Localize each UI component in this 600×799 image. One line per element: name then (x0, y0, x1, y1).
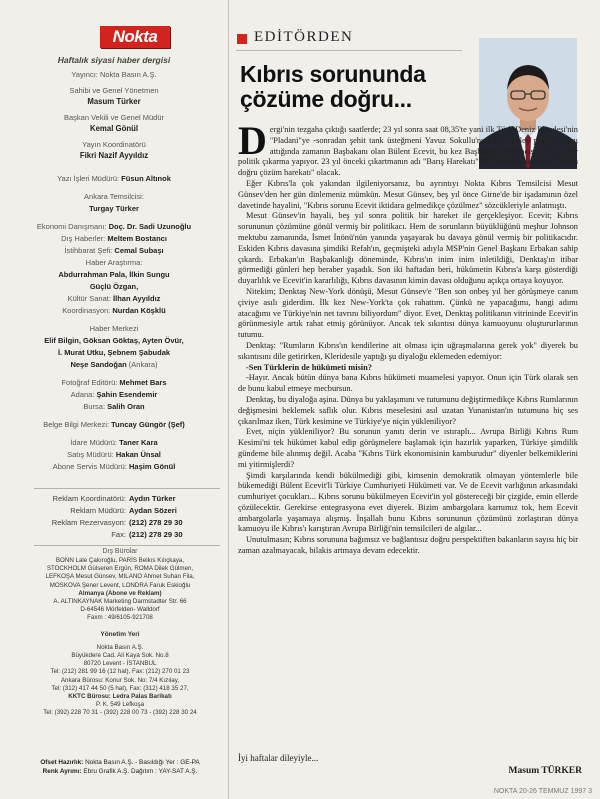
staff-row: İstihbarat Şefi: Cemal Subaşı (64, 246, 164, 255)
staff-row: Satış Müdürü: Hakan Ünsal (67, 450, 161, 459)
staff-row: Kültür Sanat: İlhan Ayyıldız (67, 294, 161, 303)
section-marker (237, 34, 247, 44)
staff-row: Ekonomi Danışmanı: Doç. Dr. Sadi Uzunoğlu (36, 222, 192, 231)
staff-row: Yazı İşleri Müdürü: Füsun Altınok (57, 174, 171, 183)
paragraph: Nitekim; Denktaş New-York dönüşü, Mesut Günsev'e "Ben son onbeş yıl her görüşmeye canım çiviye asılı giderdim. İlk kez New-York'ta çok rahattım. Çünkü ne yapacağımı, hangi adımı atacağımı ve Türkiye'nin net tavrını biliyordum" diyor. Evet, Denktaş politikanın vitrininde Ecevit'in görünmesiyle artık rahat etmiş görünüyor. Ancak tek sıkıntısı dünya kamuoyunu oluştururlarının tutumu. (238, 286, 578, 340)
news-desk-names: Elif Bilgin, Göksan Göktaş, Ayten Övür, (44, 336, 184, 345)
paragraph: Eğer Kıbrıs'la çok yakından ilgileniyorsanız, bu ayrıntıyı Nokta Kıbrıs Temsilcisi Mesut Günsev'den her gün dinlemeniz mümkün. Mesut Günsev, beş yıl önce Girne'de bir işadamının özel davetinde hayalini, "Kıbrıs sorunu Ecevit iktidara gelmedikçe çözülmez" sözcükleriyle anlatmıştı. (238, 178, 578, 210)
page-folio: NOKTA 20-26 TEMMUZ 1997 3 (493, 788, 592, 795)
editorial (236, 0, 596, 799)
news-desk-names: Neşe Sandoğan (Ankara) (70, 360, 158, 369)
staff-row: Fotoğraf Editörü: Mehmet Bars (61, 378, 167, 387)
article-body (238, 118, 578, 557)
staff-row: Bursa: Salih Oran (83, 402, 145, 411)
offices-heading: Dış Bürolar (102, 548, 138, 555)
paragraph: -Sen Türklerin de hükümeti misin? (246, 362, 372, 372)
offices-list: Dış Bürolar BONN Lale Çakıroğlu, PARİS Belkıs Kılıçkaya, STOCKHOLM Gülseren Ergün, ROMA Dilek Gülmen, LEFKOŞA Mesut Günsev, MILANO Ahmet Suhan Fila, MOSKOVA Şener Levent, LONDRA Faruk Eskioğlu Almanya (Abone ve Reklam) A. ALTINKAYNAK Marketing Darmstadter Str. 66 D-64546 Mörfelden- Walldorf Faxm : 49/6105-921708 Yönetim Yeri Nokta Basın A.Ş. Büyükdere Cad. Ali Kaya Sok. No.8 80720 Levent - İSTANBUL Tel: (212) 281 99 16 (12 hat), Fax: (212) 270 01 23 Ankara Bürosu: Konur Sok. No: 7/4 Kızılay, Tel: (312) 417 44 50 (5 hat), Fax: (312) 418 35 27, KKTC Bürosu: Ledra Palas Barikatı P. K. 549 Lefkoşa Tel: (392) 228 70 31 - (392) 228 00 73 - (392) 228 30 24 (30, 548, 210, 718)
paragraph: -Hayır. Ancak bütün dünya bana Kıbrıs hükümeti muamelesi yapıyor. Onun için Türk olarak sen de bunu kabul etmeye mecbursun. (238, 373, 578, 394)
ads-row: Fax: (212) 278 29 30 (111, 530, 183, 539)
paragraph: Şimdi karşılarında kendi bükülmediği gibi, kimsenin demokratik olmayan yöntemlerle bile bükemediği Bülent Ecevit'li Türkiye Cumhuriyeti Hükümeti var. Ve de Ecevit varlığının arkasındaki cumhuriyet çocukları... Kıbrıs sorunu bükülmeyen Ecevit'in yol göstereceği bir çizgide, emin ellerde çözülecektir. Gerekirse entegrasyona evet diyerek. Bizim ambargolara karnımız tok, hem Ecevit ambargolarla yaşamaya alışmış. İnşallah bunu Kıbrıs sorununun çözümünü zorlaştıran dünya kamuoyu ile Kıbrıs'ı karıştıran Avrupa Birliği'nin temsilcileri de algılar... (238, 470, 578, 534)
staff-row: Güçlü Özgan, (89, 282, 139, 291)
section-title: EDİTÖRDEN (254, 29, 354, 45)
paragraph: Evet, niçin yükleniliyor? Bu sorunun yanıtı derin ve ıstıraplı... Avrupa Birliği Kıbrıs Rum Kesimi'ni tek hükümet kabul edip görüşmelere başlamak için hazırlık yaparken, Türkiye şimdilik gündeme bile alınmış değil. Acaba "Kıbrıs Türk ekonomisinin kamburudur" diyenler belkemiklerini mi yitirmişlerdi? (238, 427, 578, 469)
nokta-logo: Nokta (100, 26, 170, 48)
headline: Kıbrıs sorununda çözüme doğru... (240, 61, 426, 112)
news-desk-names: İ. Murat Utku, Şebnem Şabudak (57, 348, 171, 357)
staff-row: İdare Müdürü: Taner Kara (70, 438, 158, 447)
staff-row: Belge Bilgi Merkezi: Tuncay Güngör (Şef) (43, 420, 185, 429)
ads-row: Reklam Koordinatörü: Aydın Türker (52, 494, 176, 503)
print-credits: Ofset Hazırlık: Nokta Basın A.Ş. - Basıldığı Yer : GE-PA Renk Ayrımı: Ebru Grafik A.Ş. Dağıtım : YAY-SAT A.Ş. (40, 759, 200, 775)
paragraph: Mesut Günsev'in hayali, beş yıl sonra politik bir hareket ile gerçekleşiyor. Ecevit; Kıbrıs sorununun çözümüne gönül vermiş bir politikacı. Hem de sorunların büyüklüğünü meşhur Johnson mektubu zamanında, İsmet İnönü'nün yanında yaşayarak bu davaya gönül vermiş bir politikacıdır. Eskiden Kıbrıs davasına şimdiki Refah'ın, geçmişteki adıyla MSP'nin Genel Başkanı Erbakan sahip çıkardı. Erbakan'ın Başbakanlığı döneminde, Kıbrıs'ın inim inim inletildiği, Denktaş'ın itibar görmediği günleri hep beraber yaşadık. Son iki haftadan beri, hükümetin Kıbrıs'a karşı gösterdiği duyarlılık ve Ecevit'in kararlılığı, Kıbrıs davasının kimin davası olduğunu açıkça ortaya koyuyor. (238, 211, 578, 286)
hq-heading: Yönetim Yeri (100, 630, 140, 638)
staff-list (0, 70, 228, 473)
drop-cap: D (238, 118, 267, 163)
staff-row: Abdurrahman Pala, İlkin Sungu (58, 270, 170, 279)
staff-row: Ankara Temsilcisi: (84, 192, 144, 201)
tagline: Haftalık siyasi haber dergisi (57, 55, 171, 65)
paragraph: Denktaş: "Rumların Kıbrıs'ın kendilerine ait olması için uğraşmalarına gerek yok" diyerek bu sıkıntısını dile getirirken, Kleridesile yaptığı şu diyaloğu eklemeden edemiyor: (238, 340, 578, 361)
staff-row: Abone Servis Müdürü: Haşim Gönül (52, 462, 176, 471)
staff-entry-owner: Sahibi ve Genel Yönetmen Masum Türker (69, 86, 159, 106)
staff-entry-publisher: Yayıncı: Nokta Basın A.Ş. (71, 70, 157, 79)
ads-row: Reklam Rezervasyon: (212) 278 29 30 (51, 518, 183, 527)
staff-row: Haber Araştırma: (85, 258, 143, 267)
staff-row: Adana: Şahin Esendemir (70, 390, 158, 399)
staff-entry-general-manager: Başkan Vekili ve Genel Müdür Kemal Gönül (63, 113, 165, 133)
staff-row: Koordinasyon: Nurdan Köşklü (62, 306, 166, 315)
paragraph: Unutulmasın; Kıbrıs sorununa bağımsız ve bağlantısız doğru perspektiften bakanların sayısı hiç bir zaman azalmayacak, bilakis artmaya devam edecektir. (238, 535, 578, 556)
staff-row: Dış Haberler: Meltem Bostancı (61, 234, 167, 243)
signature: Masum TÜRKER (508, 766, 582, 776)
advertising-box (34, 488, 220, 546)
staff-column (0, 0, 229, 799)
staff-row: Turgay Türker (89, 204, 139, 213)
staff-entry-coordinator: Yayın Koordinatörü Fikri Nazif Ayyıldız (79, 140, 149, 160)
closing-line: İyi haftalar dileyiyle... (238, 753, 319, 763)
ads-row: Reklam Müdürü: Aydan Sözeri (70, 506, 177, 515)
section-rule (236, 50, 462, 51)
news-desk-heading: Haber Merkezi (89, 324, 139, 333)
paragraph: Denktaş, bu diyaloğa aşina. Dünya bu yaklaşımını ve tutumunu değiştirmedikçe Kıbrıs Rumlarının değişmesini beklemek saflık olur. Kıbrıs meselesini asıl uzatan Yunanistan'ın tutumuna hiç ses çıkarılmaz iken, Türk kesimine ve Türkiye'ye niçin yükleniliyor? (238, 394, 578, 426)
paragraph: Dergi'nin tezgaha çıktığı saatlerde; 23 yıl sonra saat 08,35'te yani ilk Türk Deniz Piyadesi'nin "Pladani"ye -sonradan şehit tank üsteğmeni Yavuz Sokullu'nun adı verilen plaj- adımını attığında zamanın Başbakanı olan Bülent Ecevit, bu kez Başbakan Yardımcısı sıfatıyla bir politik çıkarma yapıyor. 23 yıl önceki çıkartmanın adı "Barış Harekatı" idi. Şimdiki herhalde "barışa doğru çözüm harekatı" olacak. (238, 118, 578, 178)
